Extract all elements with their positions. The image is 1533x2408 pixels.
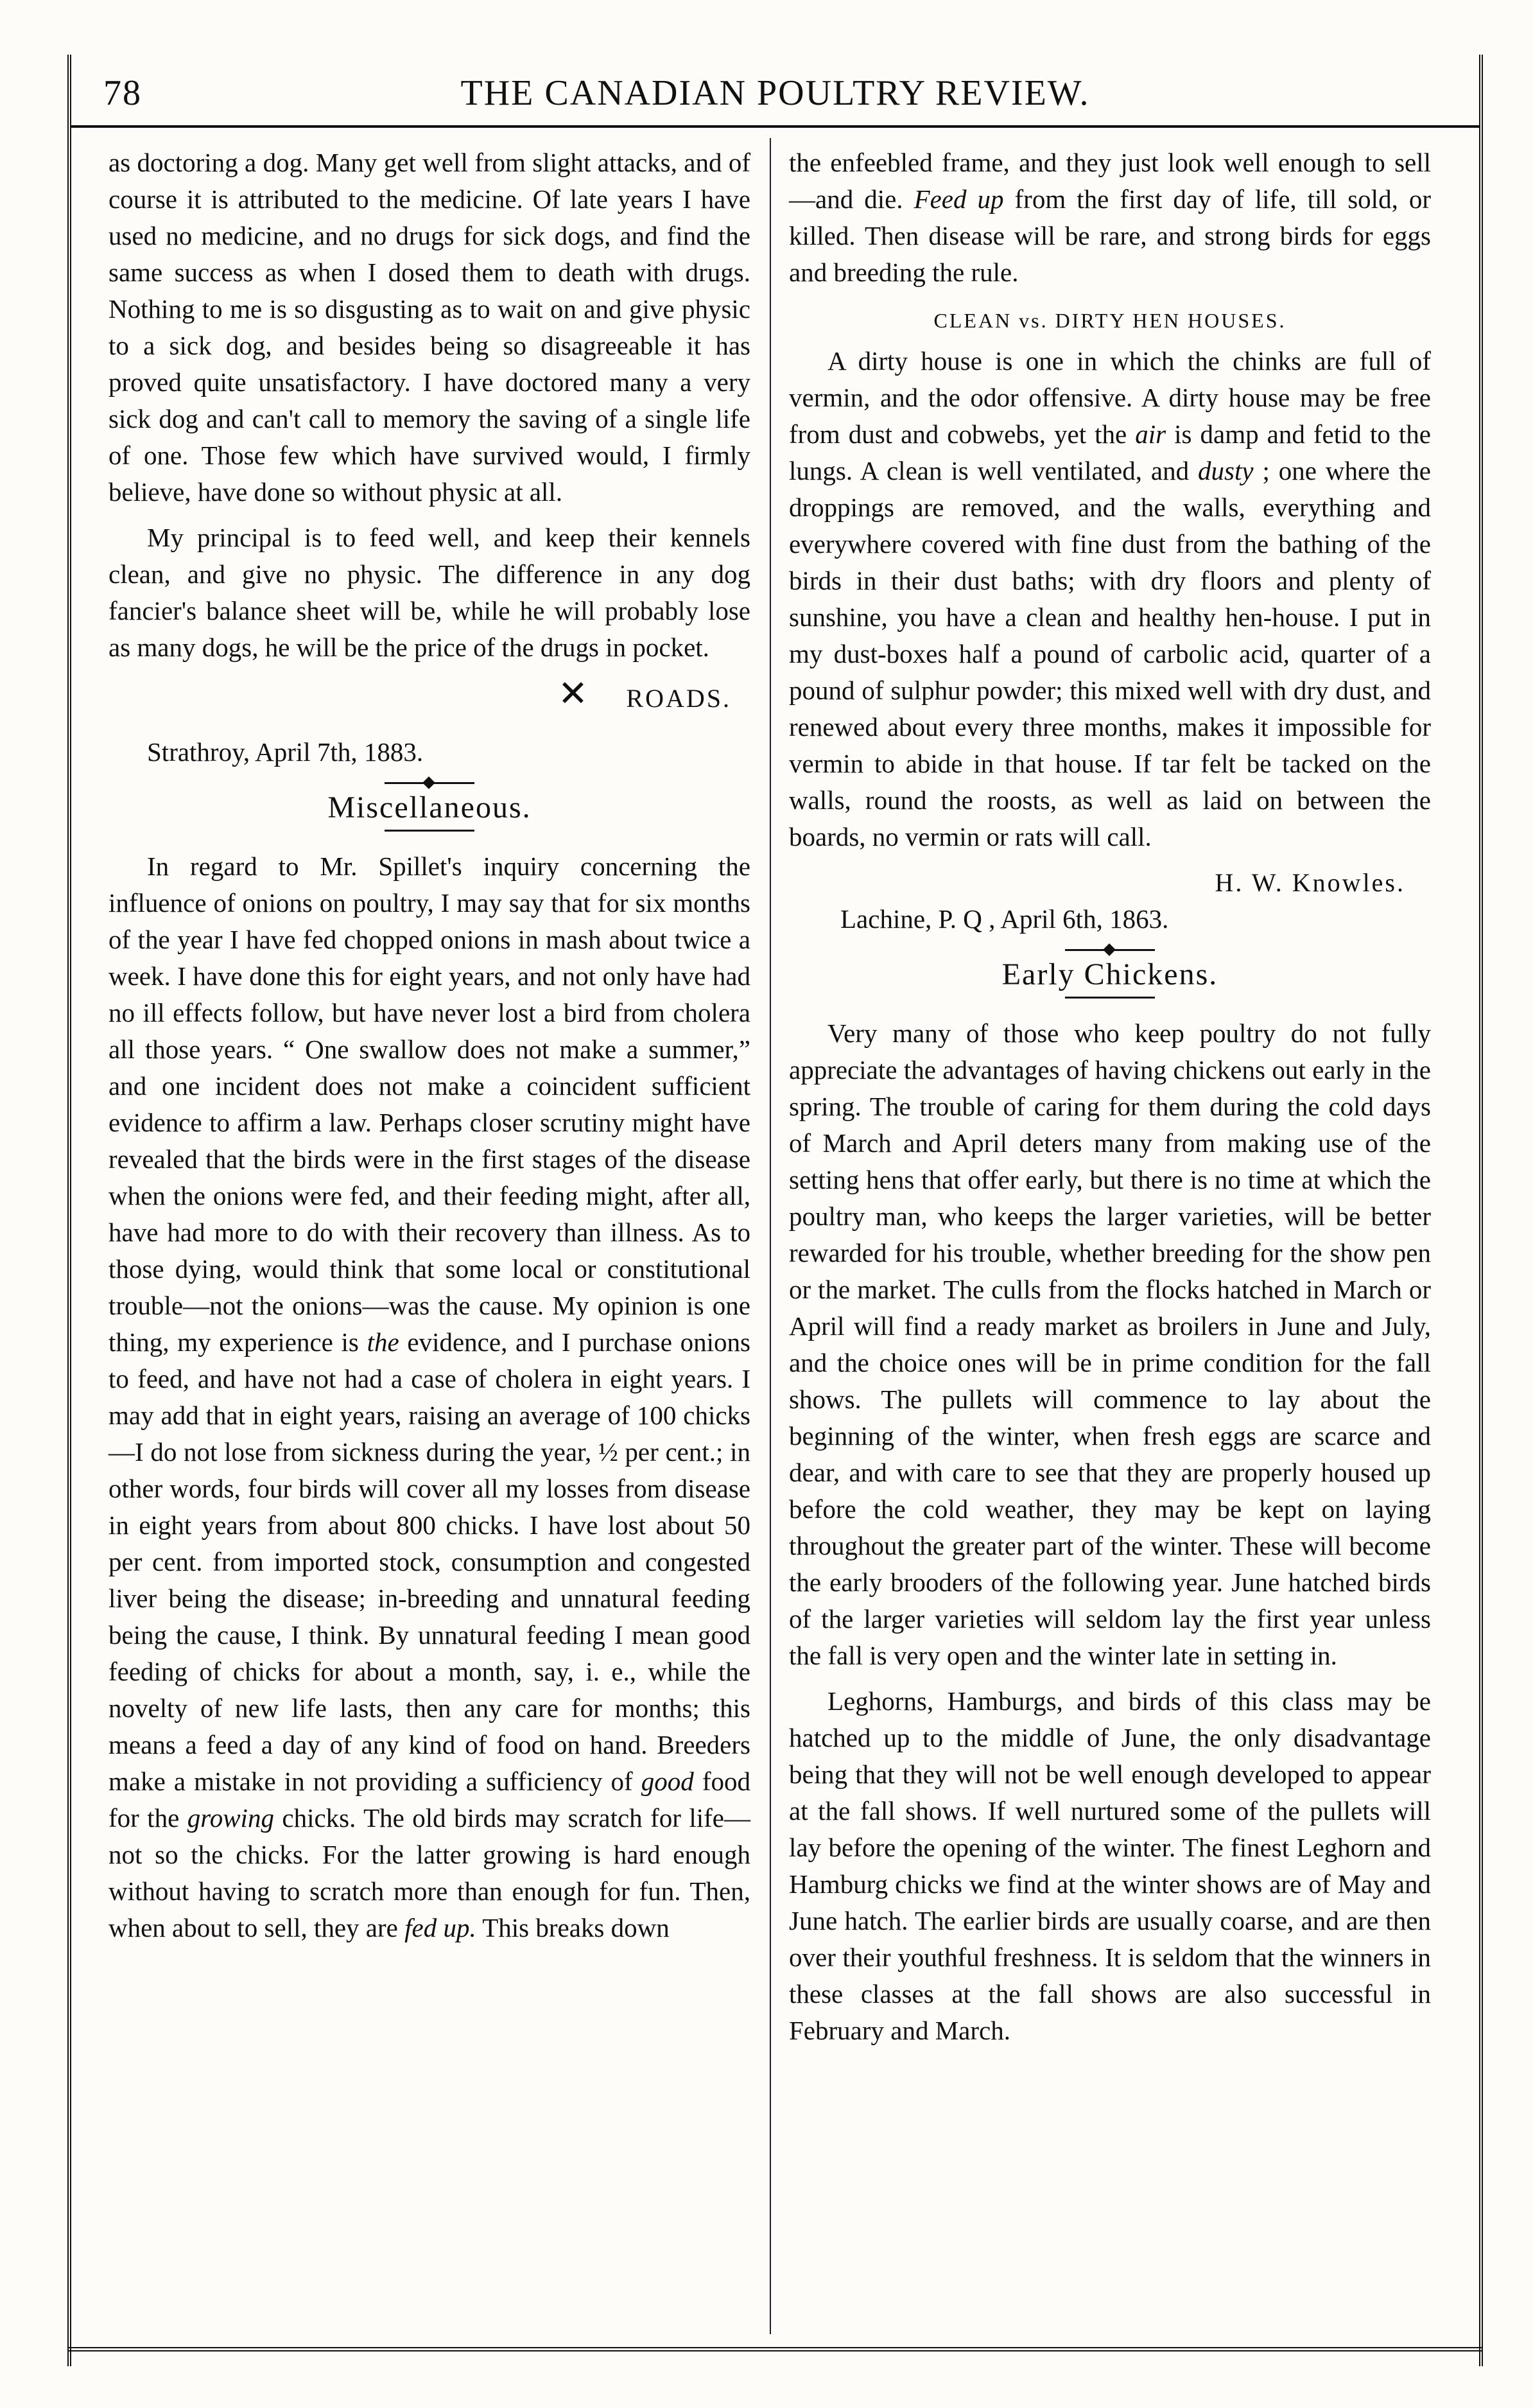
signature-block (108, 676, 750, 728)
newspaper-page (67, 55, 1483, 2366)
dateline: Lachine, P. Q , April 6th, 1863. (840, 904, 1169, 934)
paragraph-miscellaneous: In regard to Mr. Spillet's inquiry concerning the influence of onions on poultry, I may say that for six months of the year I have fed chopped onions in mash about twice a week. I have done this for eight years, and not only have had no ill effects follow, but have never lost a bird from cholera all those years. “ One swallow does not make a summer,” and one incident does not make a coincident sufficient evidence to affirm a law. Perhaps closer scrutiny might have revealed that the birds were in the first stages of the disease when the onions were fed, and their feeding might, after all, have had more to do with their recovery than illness. As to those dying, would think that some local or constitutional trouble—not the onions—was the cause. My opinion is one thing, my experience is the evidence, and I purchase onions to feed, and have not had a case of cholera in eight years. I may add that in eight years, raising an average of 100 chicks—I do not lose from sickness during the year, ½ per cent.; in other words, four birds will cover all my losses from disease in eight years from about 800 chicks. I have lost about 50 per cent. from imported stock, consumption and congested liver being the disease; in-breeding and unnatural feeding being the cause, I think. By unnatural feeding I mean good feeding of chicks for about a month, say, i. e., while the novelty of new life lasts, then any care for months; this means a feed a day of any kind of food on hand. Breeders make a mistake in not providing a sufficiency of good food for the growing chicks. The old birds may scratch for life—not so the chicks. For the latter growing is hard enough without having to scratch more than enough for fun. Then, when about to sell, they are fed up. This breaks down (108, 851, 750, 1942)
title-underline (1065, 997, 1155, 999)
signature-knowles: H. W. Knowles. (1215, 868, 1405, 897)
running-head (103, 66, 1447, 124)
left-column (108, 144, 750, 1955)
section-title-early-chickens: Early Chickens. (1001, 957, 1218, 991)
paragraph-continuation: the enfeebled frame, and they just look well enough to sell—and die. Feed up from the first day of life, till sold, or killed. Then disease will be rare, and strong birds for eggs and breeding the rule. (789, 148, 1431, 287)
section-ornament (385, 782, 474, 784)
paragraph: as doctoring a dog. Many get well from slight attacks, and of course it is attributed to the medicine. Of late years I have used no medicine, and no drugs for sick dogs, and find the same success as when I dosed them to death with drugs. Nothing to me is so disgusting as to wait on and give physic to a sick dog, and besides being so disagreeable it has proved quite unsatisfactory. I have doctored many a very sick dog and can't call to memory the saving of a single life of one. Those few which have survived would, I firmly believe, have done so without physic at all. (108, 148, 750, 507)
dateline: Strathroy, April 7th, 1883. (147, 737, 424, 767)
paragraph: Very many of those who keep poultry do not fully appreciate the advantages of having chickens out early in the spring. The trouble of caring for them during the cold days of March and April deters many from making use of the setting hens that offer early, but there is no time at which the poultry man, who keeps the larger varieties, will be better rewarded for his trouble, whether breeding for the show pen or the market. The culls from the flocks hatched in March or April will find a ready market as broilers in June and July, and the choice ones will be in prime condition for the fall shows. The pullets will commence to lay about the beginning of the winter, when fresh eggs are scarce and dear, and with care to see that they are properly housed up before the cold weather, they may be kept on laying throughout the greater part of the winter. These will become the early brooders of the following year. June hatched birds of the larger varieties will seldom lay the first year unless the fall is very open and the winter late in setting in. (789, 1018, 1431, 1670)
column-divider (770, 138, 771, 2334)
right-column (789, 144, 1431, 2058)
subhead-clean-vs-dirty: CLEAN vs. DIRTY HEN HOUSES. (933, 309, 1286, 332)
section-ornament (1065, 949, 1155, 951)
paragraph-hen-houses: A dirty house is one in which the chinks are full of vermin, and the odor offensive. A dirty house may be free from dust and cobwebs, yet the air is damp and fetid to the lungs. A clean is well ventilated, and dusty ; one where the droppings are removed, and the walls, everything and everywhere covered with fine dust from the bathing of the birds in their dust baths; with dry floors and plenty of sunshine, you have a clean and healthy hen-house. I put in my dust-boxes half a pound of carbolic acid, quarter of a pound of sulphur powder; this mixed well with dry dust, and renewed about every three months, makes it impossible for vermin to abide in that house. If tar felt be tacked on the walls, round the roosts, as well as laid on between the boards, no vermin or rats will call. (789, 346, 1431, 851)
signature-name: ROADS. (626, 684, 731, 713)
paragraph: My principal is to feed well, and keep their kennels clean, and give no physic. The difference in any dog fancier's balance sheet will be, while he will probably lose as many dogs, he will be the price of the drugs in pocket. (108, 523, 750, 662)
cross-mark-icon: ✕ (558, 674, 588, 714)
section-title-miscellaneous: Miscellaneous. (327, 790, 532, 824)
paragraph: Leghorns, Hamburgs, and birds of this class may be hatched up to the middle of June, the only disadvantage being that they will not be well enough developed to appear at the fall shows. If well nurtured some of the pullets will lay before the opening of the winter. The finest Leghorn and Hamburg chicks we find at the winter shows are of May and June hatch. The earlier birds are usually coarse, and are then over their youthful freshness. It is seldom that the winners in these classes at the fall shows are also successful in February and March. (789, 1686, 1431, 2045)
title-underline (385, 830, 474, 832)
bottom-rule (67, 2347, 1483, 2351)
page-number: 78 (103, 73, 142, 113)
header-rule (71, 125, 1479, 128)
publication-title: THE CANADIAN POULTRY REVIEW. (460, 73, 1090, 113)
